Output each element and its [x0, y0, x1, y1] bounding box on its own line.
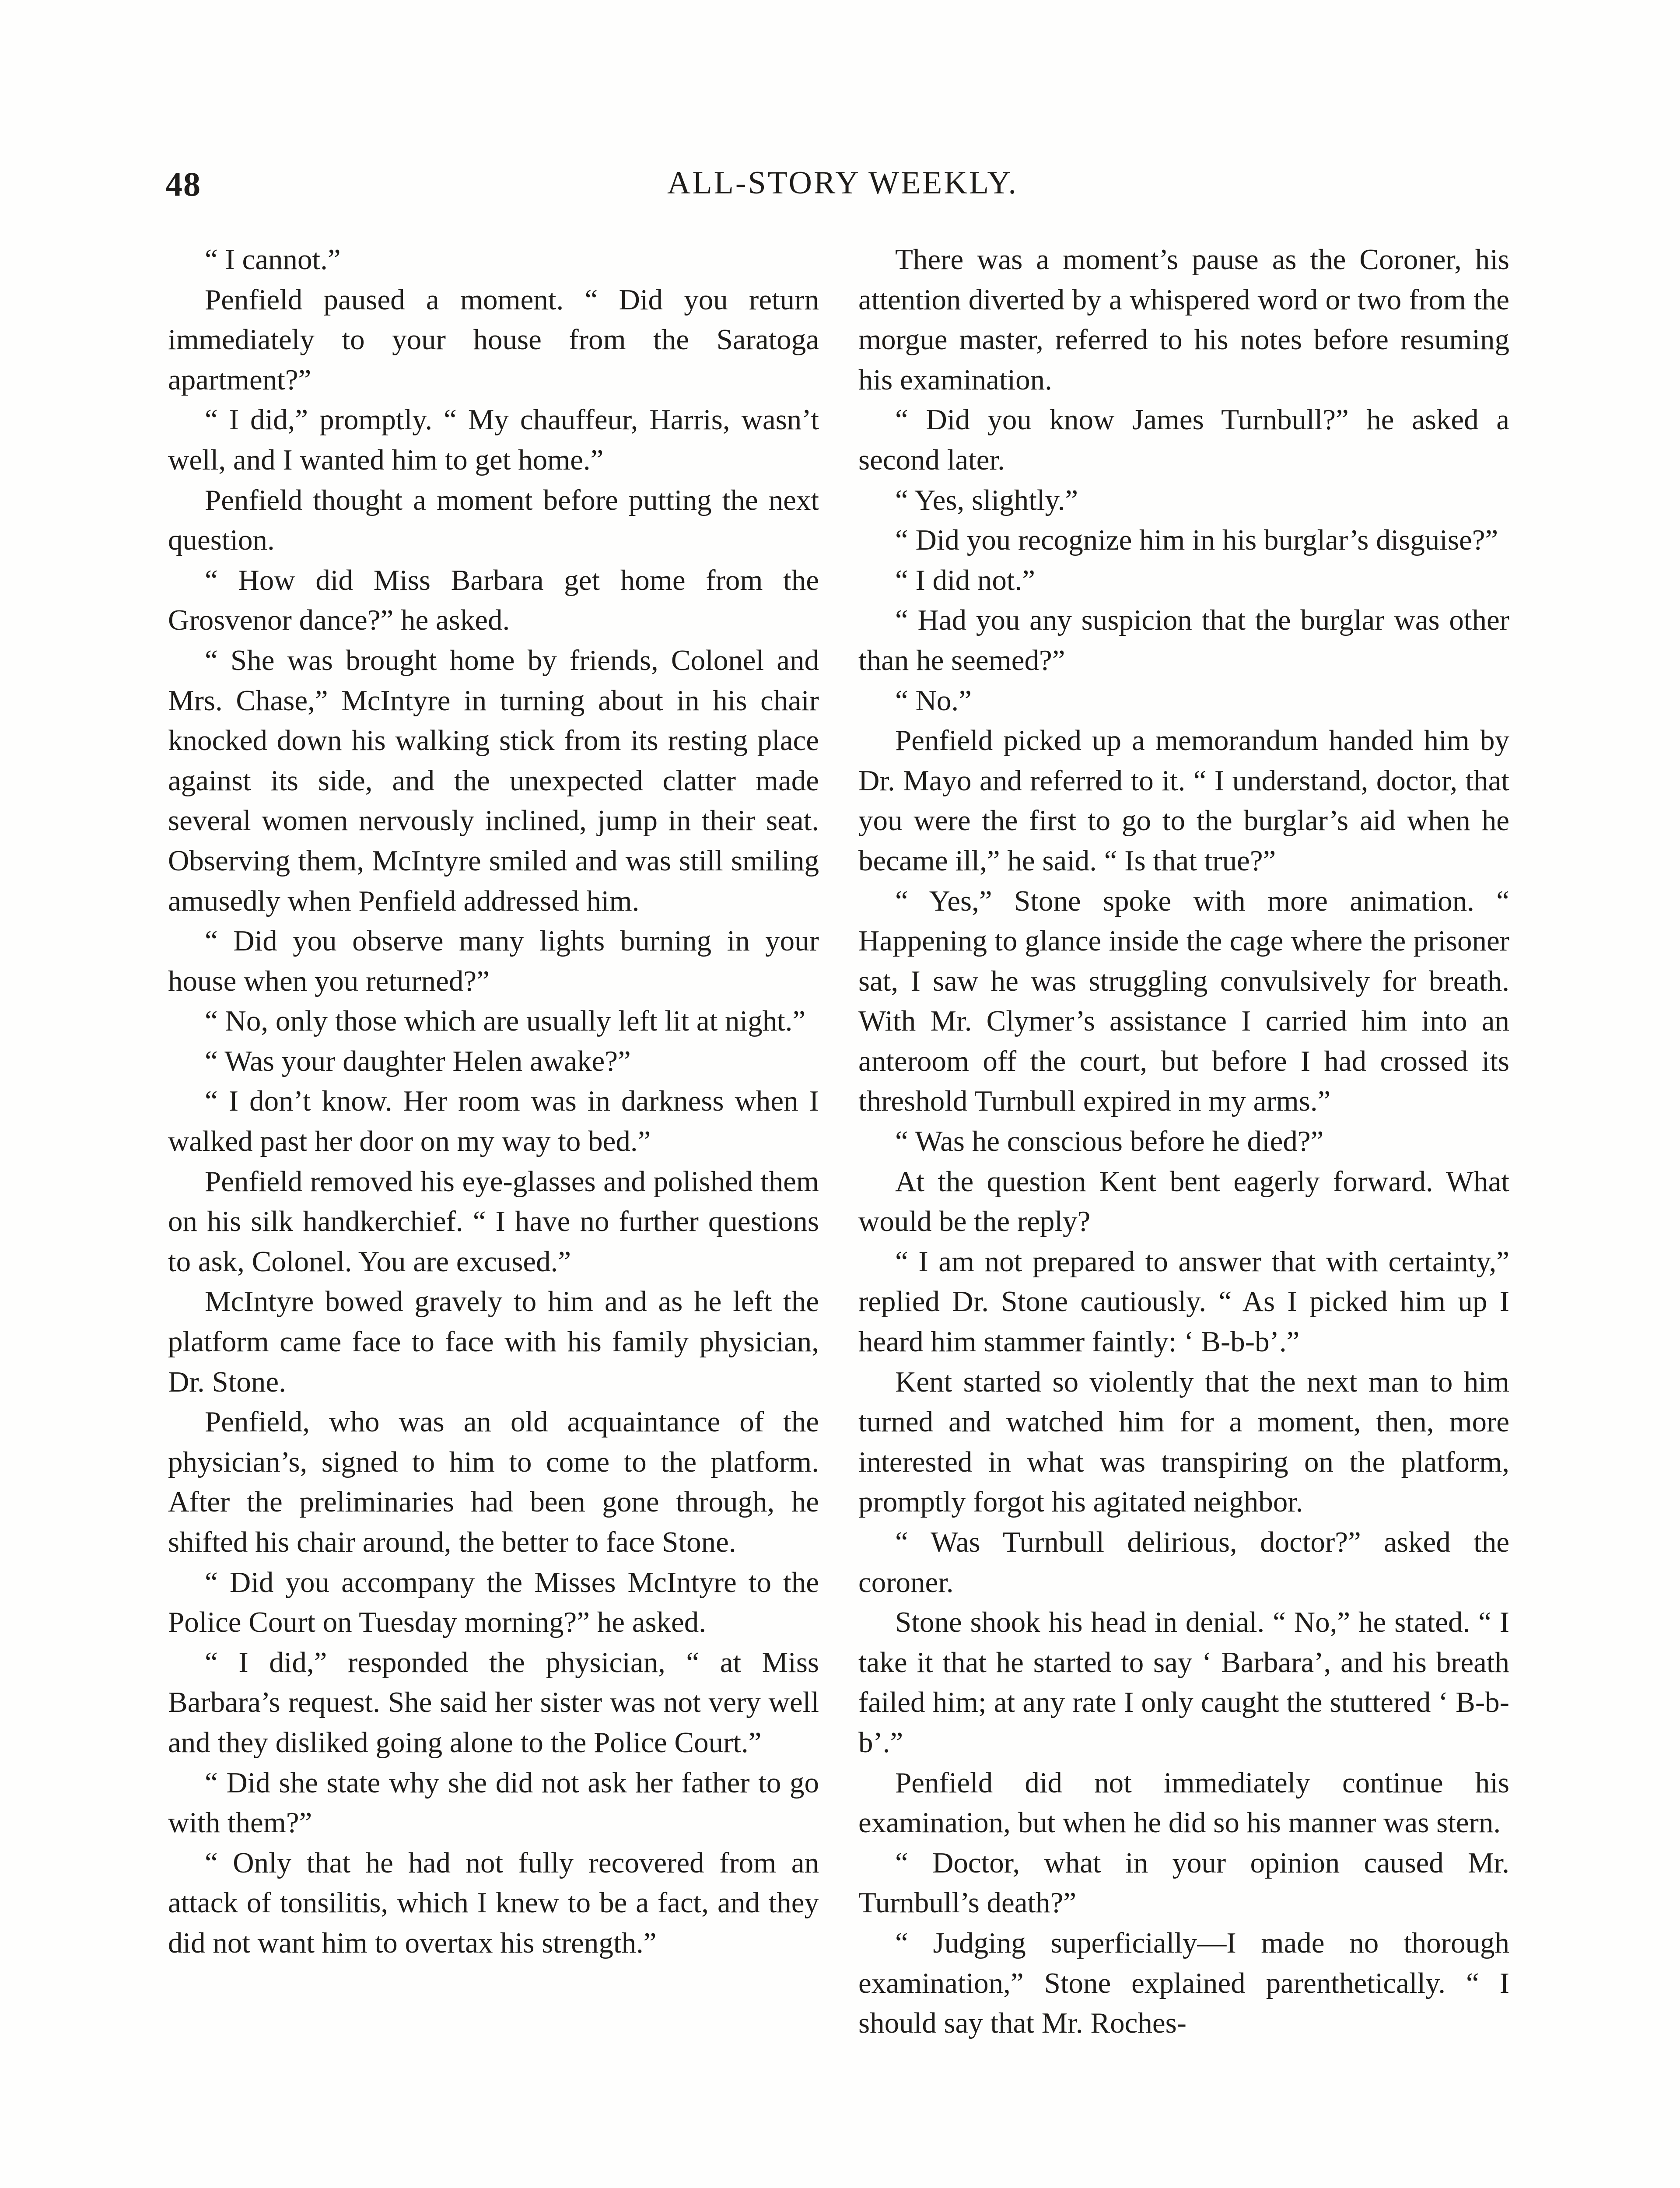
paragraph: Penfield did not immediately continue his examination, but when he did so his manner was stern.: [858, 1766, 1509, 1839]
paragraph: At the question Kent bent eagerly forward. What would be the reply?: [858, 1165, 1509, 1238]
paragraph: “ Was Turnbull delirious, doctor?” asked the coroner.: [858, 1526, 1509, 1599]
paragraph: “ I am not prepared to answer that with certainty,” replied Dr. Stone cautiously. “ As I picked him up I heard him stammer faintly: ‘ B-b-b’.”: [858, 1245, 1509, 1358]
paragraph: Penfield picked up a memorandum handed him by Dr. Mayo and referred to it. “ I understand, doctor, that you were the first to go to the burglar’s aid when he became ill,” he said. “ Is that true?”: [858, 724, 1509, 877]
paragraph: “ How did Miss Barbara get home from the Grosvenor dance?” he asked.: [168, 564, 819, 637]
paragraph: “ Did you recognize him in his burglar’s disguise?”: [895, 524, 1498, 557]
paragraph: “ Had you any suspicion that the burglar was other than he seemed?”: [858, 604, 1509, 677]
paragraph: “ I don’t know. Her room was in darkness when I walked past her door on my way to bed.”: [168, 1085, 819, 1158]
paragraph: Stone shook his head in denial. “ No,” he stated. “ I take it that he started to say ‘ Barbara’, and his breath failed him; at any rate I only caught the stuttered ‘ B-b-b’.”: [858, 1606, 1509, 1759]
page-header: [165, 165, 1520, 213]
paragraph: Kent started so violently that the next man to him turned and watched him for a moment, then, more interested in what was transpiring on the platform, promptly forgot his agitated neighbor.: [858, 1365, 1509, 1518]
paragraph: “ No, only those which are usually left lit at night.”: [205, 1005, 806, 1038]
paragraph: “ Was he conscious before he died?”: [895, 1125, 1324, 1158]
paragraph: “ Did she state why she did not ask her father to go with them?”: [168, 1766, 819, 1839]
paragraph: “ She was brought home by friends, Colonel and Mrs. Chase,” McIntyre in turning about in his chair knocked down his walking stick from its resting place against its side, and the unexpected clatter made several women nervously inclined, jump in their seat. Observing them, McIntyre smiled and was still smiling amusedly when Penfield addressed him.: [168, 644, 819, 917]
paragraph: “ Judging superficially—I made no thorough examination,” Stone explained parenthetically. “ I should say that Mr. Roches-: [858, 1926, 1509, 2040]
paragraph: There was a moment’s pause as the Coroner, his attention diverted by a whispered word or two from the morgue master, referred to his notes before resuming his examination.: [858, 243, 1509, 396]
paragraph: “ Did you accompany the Misses McIntyre to the Police Court on Tuesday morning?” he asked.: [168, 1566, 819, 1639]
running-head: ALL-STORY WEEKLY.: [667, 165, 1018, 201]
paragraph: McIntyre bowed gravely to him and as he left the platform came face to face with his family physician, Dr. Stone.: [168, 1285, 819, 1398]
left-column: [168, 240, 819, 1964]
paragraph: “ I did,” responded the physician, “ at Miss Barbara’s request. She said her sister was not very well and they disliked going alone to the Police Court.”: [168, 1646, 819, 1759]
paragraph: Penfield removed his eye-glasses and polished them on his silk handkerchief. “ I have no further questions to ask, Colonel. You are excused.”: [168, 1165, 819, 1278]
paragraph: “ I did not.”: [895, 564, 1036, 596]
paragraph: “ I cannot.”: [205, 243, 341, 276]
paragraph: “ Only that he had not fully recovered from an attack of tonsilitis, which I knew to be a fact, and they did not want him to overtax his strength.”: [168, 1846, 819, 1959]
paragraph: Penfield thought a moment before putting the next question.: [168, 484, 819, 557]
page-number: 48: [165, 165, 201, 203]
paragraph: “ Was your daughter Helen awake?”: [205, 1045, 631, 1077]
paragraph: Penfield paused a moment. “ Did you return immediately to your house from the Saratoga apartment?”: [168, 283, 819, 396]
paragraph: “ Yes, slightly.”: [895, 484, 1078, 516]
right-column: [858, 240, 1509, 2044]
paragraph: “ Yes,” Stone spoke with more animation. “ Happening to glance inside the cage where the prisoner sat, I saw he was struggling convulsively for breath. With Mr. Clymer’s assistance I carried him into an anteroom off the court, but before I had crossed its threshold Turnbull expired in my arms.”: [858, 884, 1509, 1118]
paragraph: “ No.”: [895, 684, 972, 717]
paragraph: “ Doctor, what in your opinion caused Mr. Turnbull’s death?”: [858, 1846, 1509, 1919]
paragraph: “ I did,” promptly. “ My chauffeur, Harris, wasn’t well, and I wanted him to get home.”: [168, 403, 819, 476]
paragraph: Penfield, who was an old acquaintance of the physician’s, signed to him to come to the platform. After the preliminaries had been gone through, he shifted his chair around, the better to face Stone.: [168, 1406, 819, 1558]
paragraph: “ Did you know James Turnbull?” he asked a second later.: [858, 403, 1509, 476]
paragraph: “ Did you observe many lights burning in your house when you returned?”: [168, 925, 819, 997]
